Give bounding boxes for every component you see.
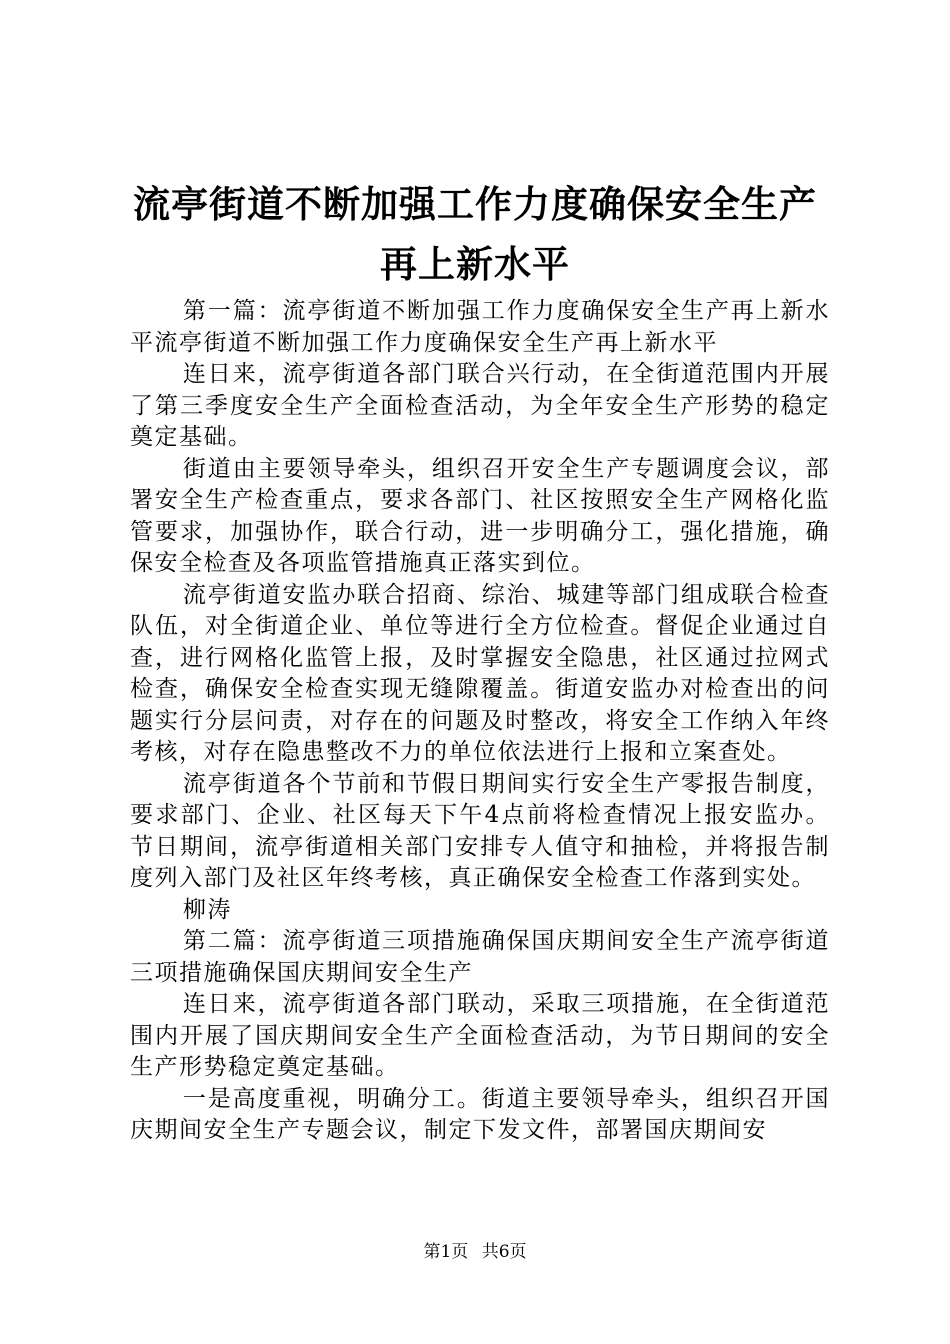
paragraph: 第二篇：流亭街道三项措施确保国庆期间安全生产流亭街道三项措施确保国庆期间安全生产 (130, 928, 830, 986)
paragraph: 流亭街道安监办联合招商、综治、城建等部门组成联合检查队伍，对全街道企业、单位等进行全方位检查。督促企业通过自查，进行网格化监管上报，及时掌握安全隐患，社区通过拉网式检查，确保安全检查实现无缝隙覆盖。街道安监办对检查出的问题实行分层问责，对存在的问题及时整改，将安全工作纳入年终考核，对存在隐患整改不力的单位依法进行上报和立案查处。 (130, 581, 830, 765)
page-number-current: 第1页 (423, 1242, 469, 1262)
document-body (130, 296, 830, 1147)
paragraph: 连日来，流亭街道各部门联合兴行动，在全街道范围内开展了第三季度安全生产全面检查活动，为全年安全生产形势的稳定奠定基础。 (130, 361, 830, 450)
page-number-total: 共6页 (481, 1242, 527, 1262)
paragraph: 第一篇：流亭街道不断加强工作力度确保安全生产再上新水平流亭街道不断加强工作力度确保安全生产再上新水平 (130, 298, 830, 356)
page-footer (0, 1240, 950, 1264)
paragraph: 一是高度重视，明确分工。街道主要领导牵头，组织召开国庆期间安全生产专题会议，制定下发文件，部署国庆期间安 (130, 1085, 830, 1143)
author-line: 柳涛 (182, 896, 232, 923)
paragraph: 街道由主要领导牵头，组织召开安全生产专题调度会议，部署安全生产检查重点，要求各部门、社区按照安全生产网格化监管要求，加强协作，联合行动，进一步明确分工，强化措施，确保安全检查及各项监管措施真正落实到位。 (130, 455, 830, 576)
paragraph: 连日来，流亭街道各部门联动，采取三项措施，在全街道范围内开展了国庆期间安全生产全面检查活动，为节日期间的安全生产形势稳定奠定基础。 (130, 991, 830, 1080)
document-title: 流亭街道不断加强工作力度确保安全生产再上新水平 (133, 183, 817, 286)
paragraph: 流亭街道各个节前和节假日期间实行安全生产零报告制度，要求部门、企业、社区每天下午4点前将检查情况上报安监办。节日期间，流亭街道相关部门安排专人值守和抽检，并将报告制度列入部门及社区年终考核，真正确保安全检查工作落到实处。 (130, 770, 830, 891)
